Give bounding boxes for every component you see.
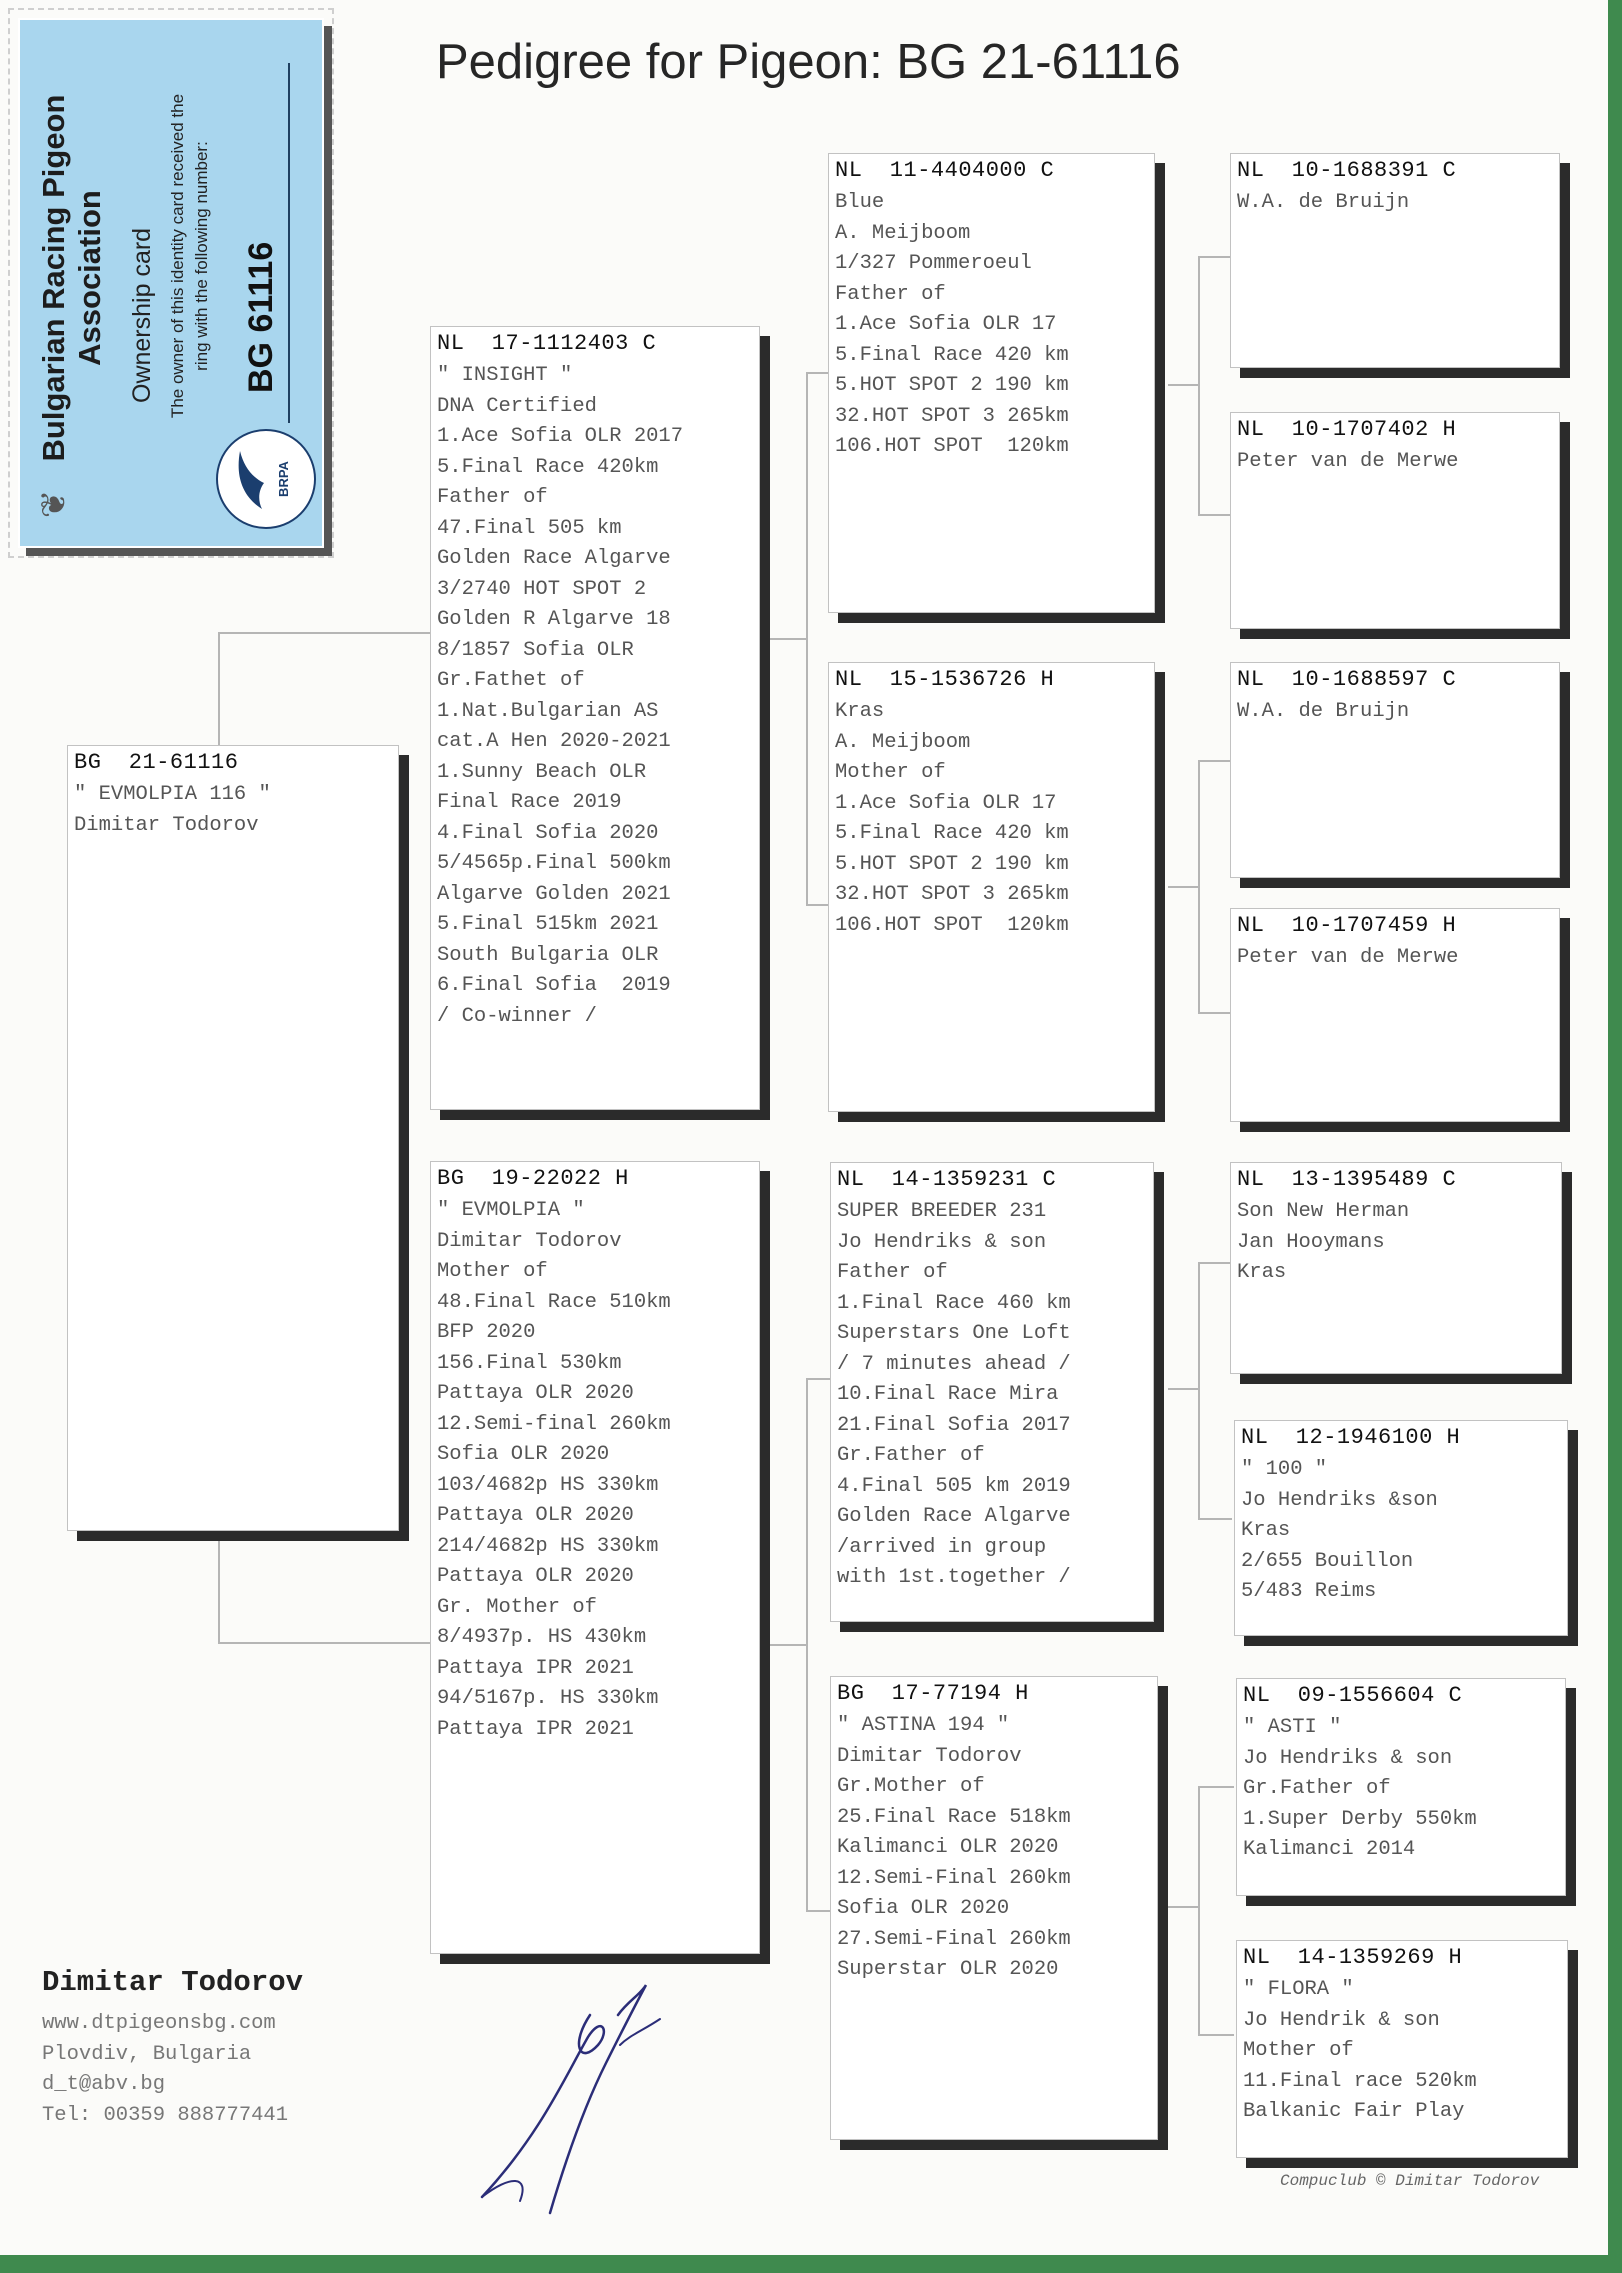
pigeon-detail-line: Golden R Algarve 18 [437,608,671,631]
pigeon-detail-line: W.A. de Bruijn [1237,700,1410,723]
pigeon-detail-line: BFP 2020 [437,1321,536,1344]
ring-number-header: NL 14-1359269 H [1243,1945,1463,1970]
pigeon-detail-line: SUPER BREEDER 231 [837,1200,1047,1223]
pigeon-detail-line: South Bulgaria OLR [437,943,659,967]
pigeon-detail-line: / 7 minutes ahead / [837,1352,1071,1376]
pigeon-detail-line: 214/4682p HS 330km [437,1534,659,1558]
pigeon-detail-line: 25.Final Race 518km [837,1805,1071,1829]
pigeon-detail-line: 103/4682p HS 330km [437,1473,659,1497]
pigeon-detail-line: Blue [835,191,885,214]
connector-line [1198,760,1232,1014]
pigeon-detail-line: " ASTI " [1243,1716,1342,1739]
connector-line [806,1378,830,1912]
pigeon-detail-line: Golden Race Algarve [437,547,671,570]
association-emblem-icon: ❦ [35,489,73,519]
ring-number-header: NL 15-1536726 H [835,667,1055,692]
association-name: Bulgarian Racing Pigeon Association [36,94,107,462]
pigeon-detail-line: 5/4565p.Final 500km [437,852,671,875]
pigeon-detail-line: Pattaya OLR 2020 [437,1504,634,1527]
ring-number-header: NL 12-1946100 H [1241,1425,1461,1450]
pigeon-details [837,1197,1151,1594]
pigeon-detail-line: Jo Hendrik & son [1243,2008,1440,2032]
pigeon-detail-line: 1.Ace Sofia OLR 17 [835,791,1057,815]
pigeon-detail-line: 8/4937p. HS 430km [437,1626,647,1649]
pigeon-detail-line: Gr.Father of [1243,1777,1391,1800]
pigeon-detail-line: " INSIGHT " [437,364,573,387]
page-title: Pedigree for Pigeon: BG 21-61116 [436,35,1181,89]
pigeon-detail-line: 1.Sunny Beach OLR [437,760,647,784]
pigeon-detail-line: Jo Hendriks &son [1241,1488,1438,1512]
pigeon-detail-line: Jo Hendriks & son [837,1230,1047,1254]
pigeon-box-sire [430,326,760,1110]
pigeon-box-ggp5 [1230,1162,1562,1374]
pigeon-detail-line: 5.HOT SPOT 2 190 km [835,374,1069,397]
pigeon-details [1243,1713,1563,1866]
pigeon-detail-line: Pattaya IPR 2021 [437,1656,634,1680]
connector-line [1168,886,1198,888]
logo-text: BRPA [276,461,291,497]
ring-number-header: BG 19-22022 H [437,1166,629,1191]
pigeon-box-sire-sire [828,153,1155,613]
footer-credit: Compuclub © Dimitar Todorov [1280,2172,1540,2190]
pigeon-detail-line: 1.Nat.Bulgarian AS [437,699,659,723]
pigeon-detail-line: Algarve Golden 2021 [437,882,671,906]
ring-number: BG 61116 [242,241,280,393]
breeder-website: www.dtpigeonsbg.com [42,2012,276,2035]
pigeon-detail-line: Pattaya IPR 2021 [437,1717,634,1741]
pigeon-detail-line: Sofia OLR 2020 [437,1443,610,1466]
pigeon-details [1237,188,1557,219]
pigeon-detail-line: 3/2740 HOT SPOT 2 [437,577,647,601]
connector-line [1168,384,1198,386]
breeder-name: Dimitar Todorov [42,1966,304,1999]
pigeon-detail-line: Dimitar Todorov [437,1229,622,1253]
pigeon-detail-line: 5.Final 515km 2021 [437,913,659,936]
pigeon-detail-line: Golden Race Algarve [837,1505,1071,1528]
pigeon-detail-line: 106.HOT SPOT 120km [835,913,1069,937]
pigeon-detail-line: Superstars One Loft [837,1322,1071,1345]
connector-line [1198,1262,1232,1520]
pigeon-detail-line: 1.Ace Sofia OLR 2017 [437,425,684,448]
pigeon-details [74,780,396,841]
pigeon-detail-line: " 100 " [1241,1458,1328,1481]
pigeon-detail-line: 47.Final 505 km [437,516,622,540]
pigeon-detail-line: 32.HOT SPOT 3 265km [835,404,1069,428]
pigeon-detail-line: 8/1857 Sofia OLR [437,638,634,662]
pigeon-detail-line: " EVMOLPIA " [437,1199,585,1222]
connector-line [766,1644,806,1646]
pigeon-detail-line: / Co-winner / [437,1004,597,1028]
connector-line [1198,256,1232,516]
ownership-card [18,18,324,548]
ownership-card-content [26,23,316,543]
pigeon-detail-line: Kras [1237,1261,1287,1284]
pigeon-detail-line: /arrived in group [837,1535,1047,1559]
pigeon-details [837,1711,1155,1986]
pigeon-detail-line: 94/5167p. HS 330km [437,1687,659,1710]
ring-number-header: NL 10-1707459 H [1237,913,1457,938]
pigeon-detail-line: " ASTINA 194 " [837,1714,1010,1737]
pigeon-box-dam-sire [830,1162,1154,1622]
pigeon-detail-line: 106.HOT SPOT 120km [835,435,1069,458]
connector-line [1168,1906,1198,1908]
brpa-logo [216,429,316,529]
pigeon-box-ggp6 [1234,1420,1568,1636]
pigeon-detail-line: Kras [1241,1519,1291,1542]
pigeon-box-ggp4 [1230,908,1560,1122]
breeder-phone: Tel: 00359 888777441 [42,2103,289,2127]
pigeon-detail-line: 4.Final Sofia 2020 [437,821,659,845]
breeder-info [42,1966,303,2131]
pigeon-details [1237,943,1557,974]
pigeon-detail-line: Father of [837,1261,948,1284]
pigeon-detail-line: 5.Final Race 420km [437,455,659,479]
pigeon-detail-line: Final Race 2019 [437,791,622,814]
pigeon-details [1237,697,1557,728]
pigeon-details [437,1196,757,1745]
pigeon-detail-line: 5.HOT SPOT 2 190 km [835,852,1069,876]
ring-number-header: NL 17-1112403 C [437,331,657,356]
pigeon-detail-line: 1.Final Race 460 km [837,1291,1071,1315]
pigeon-box-dam [430,1161,760,1954]
pigeon-box-ggp7 [1236,1678,1566,1896]
pigeon-detail-line: 32.HOT SPOT 3 265km [835,883,1069,906]
ownership-card-heading: Ownership card [128,227,156,403]
breeder-email: d_t@abv.bg [42,2073,166,2096]
pigeon-detail-line: Gr. Mother of [437,1595,597,1619]
pigeon-detail-line: Gr.Father of [837,1444,985,1467]
pigeon-detail-line: Jan Hooymans [1237,1230,1385,1254]
pigeon-details [835,188,1152,463]
pigeon-detail-line: 21.Final Sofia 2017 [837,1413,1071,1437]
pigeon-detail-line: 6.Final Sofia 2019 [437,974,671,997]
pigeon-details [835,697,1152,941]
pigeon-detail-line: 5.Final Race 420 km [835,822,1069,845]
ring-number-header: NL 13-1395489 C [1237,1167,1457,1192]
pigeon-detail-line: 2/655 Bouillon [1241,1549,1414,1573]
pigeon-detail-line: W.A. de Bruijn [1237,191,1410,214]
pigeon-detail-line: 5/483 Reims [1241,1580,1377,1603]
ownership-card-description: The owner of this identity card received the ring with the following number: [168,93,211,419]
pigeon-detail-line: Kalimanci OLR 2020 [837,1836,1059,1859]
pigeon-box-ggp3 [1230,662,1560,878]
ring-number-header: BG 17-77194 H [837,1681,1029,1706]
pigeon-detail-line: Sofia OLR 2020 [837,1897,1010,1920]
pigeon-detail-line: 27.Semi-Final 260km [837,1927,1071,1951]
signature-line [288,63,290,423]
pigeon-detail-line: 4.Final 505 km 2019 [837,1474,1071,1498]
pigeon-detail-line: Peter van de Merwe [1237,450,1459,473]
connector-line [1198,1786,1234,2036]
pigeon-detail-line: " EVMOLPIA 116 " [74,783,271,806]
pigeon-box-dam-dam [830,1676,1158,2140]
connector-line [806,372,830,906]
ring-number-header: NL 09-1556604 C [1243,1683,1463,1708]
pigeon-detail-line: 10.Final Race Mira [837,1383,1059,1406]
pigeon-detail-line: Kras [835,700,885,723]
pigeon-detail-line: Jo Hendriks & son [1243,1746,1453,1770]
ring-number-header: BG 21-61116 [74,750,239,775]
ring-number-header: NL 10-1688391 C [1237,158,1457,183]
ring-number-header: NL 10-1688597 C [1237,667,1457,692]
handwritten-signature [470,1975,700,2225]
pigeon-detail-line: 1.Ace Sofia OLR 17 [835,313,1057,336]
pigeon-details [1237,447,1557,478]
ring-number-header: NL 11-4404000 C [835,158,1055,183]
pigeon-detail-line: 12.Semi-Final 260km [837,1866,1071,1890]
pigeon-detail-line: 156.Final 530km [437,1351,622,1375]
pigeon-detail-line: Gr.Fathet of [437,669,585,692]
pigeon-details [1241,1455,1565,1608]
pigeon-detail-line: Pattaya OLR 2020 [437,1382,634,1405]
pigeon-detail-line: Dimitar Todorov [74,813,259,837]
pigeon-detail-line: Superstar OLR 2020 [837,1958,1059,1981]
pigeon-detail-line: 1/327 Pommeroeul [835,252,1032,275]
pigeon-detail-line: Mother of [835,761,946,784]
pigeon-details [1237,1197,1559,1289]
pigeon-logo-icon [234,447,270,513]
pigeon-detail-line: Mother of [437,1260,548,1283]
pigeon-detail-line: Balkanic Fair Play [1243,2100,1465,2123]
pigeon-detail-line: Father of [437,486,548,509]
ring-number-header: NL 14-1359231 C [837,1167,1057,1192]
breeder-location: Plovdiv, Bulgaria [42,2042,252,2066]
connector-line [1168,1388,1198,1390]
pigeon-details [1243,1975,1565,2128]
pigeon-detail-line: 11.Final race 520km [1243,2069,1477,2093]
pigeon-detail-line: Mother of [1243,2039,1354,2062]
pigeon-box-subject [67,745,399,1531]
pigeon-box-ggp8 [1236,1940,1568,2158]
pigeon-detail-line: Son New Herman [1237,1200,1410,1223]
pigeon-detail-line: Gr.Mother of [837,1775,985,1798]
pigeon-detail-line: 1.Super Derby 550km [1243,1807,1477,1831]
pigeon-box-ggp1 [1230,153,1560,368]
pigeon-detail-line: Kalimanci 2014 [1243,1838,1416,1861]
pigeon-detail-line: A. Meijboom [835,221,971,245]
pigeon-detail-line: Peter van de Merwe [1237,946,1459,969]
ring-number-header: NL 10-1707402 H [1237,417,1457,442]
pigeon-detail-line: 48.Final Race 510km [437,1290,671,1314]
pigeon-detail-line: Pattaya OLR 2020 [437,1565,634,1588]
pigeon-detail-line: Father of [835,282,946,306]
pigeon-detail-line: DNA Certified [437,394,597,418]
pigeon-detail-line: 12.Semi-final 260km [437,1412,671,1436]
connector-line [766,638,806,640]
pigeon-details [437,361,757,1032]
pigeon-detail-line: A. Meijboom [835,730,971,754]
pigeon-detail-line: 5.Final Race 420 km [835,343,1069,367]
pigeon-box-ggp2 [1230,412,1560,629]
pigeon-detail-line: with 1st.together / [837,1566,1071,1589]
pigeon-detail-line: Dimitar Todorov [837,1744,1022,1768]
pigeon-detail-line: " FLORA " [1243,1978,1354,2001]
pigeon-detail-line: cat.A Hen 2020-2021 [437,730,671,753]
pigeon-box-sire-dam [828,662,1155,1112]
